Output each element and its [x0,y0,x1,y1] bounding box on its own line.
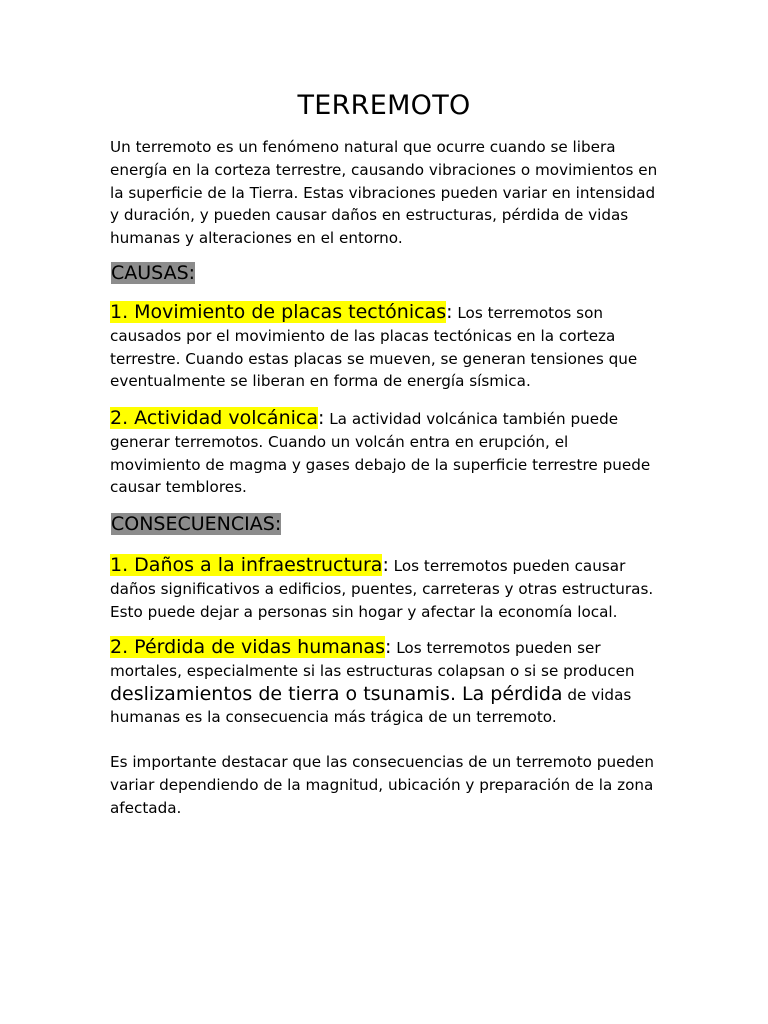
colon: : [384,636,392,658]
causa-item-2-text: La actividad volcánica también puede generar terremotos. Cuando un volcán entra en erupción, el movimiento de magma y gases debajo de la superficie terrestre puede causar temblores. [110,410,651,497]
causa-item-2-heading: 2. Actividad volcánica [110,407,318,429]
intro-paragraph: Un terremoto es un fenómeno natural que ocurre cuando se libera energía en la corteza terrestre, causando vibraciones o movimientos en la superficie de la Tierra. Estas vibraciones pueden variar en intensidad y duración, y pueden causar daños en estructuras, pérdida de vidas humanas y alteraciones en el entorno. [110,138,658,248]
consecuencia-item-2-text-a: Los terremotos pueden ser mortales, especialmente si las estructuras colapsan o si se producen [110,639,635,680]
colon: : [317,407,325,429]
consecuencias-heading-label: CONSECUENCIAS: [111,513,282,535]
consecuencia-item-1 [110,554,660,623]
conclusion-paragraph: Es importante destacar que las consecuencias de un terremoto pueden variar dependiendo de la magnitud, ubicación y preparación de la zona afectada. [110,753,655,817]
consecuencia-item-1-text: Los terremotos pueden causar daños significativos a edificios, puentes, carreteras y otras estructuras. Esto puede dejar a personas sin hogar y afectar la economía local. [110,557,654,621]
causa-item-1 [110,301,660,393]
causa-item-2 [110,407,660,499]
consecuencia-item-2-text-b: de vidas humanas es la consecuencia más trágica de un terremoto. [110,685,632,727]
causa-item-1-heading: 1. Movimiento de placas tectónicas [110,301,447,323]
document-title: TERREMOTO [297,90,471,121]
causas-heading [110,261,196,286]
causas-heading-label: CAUSAS: [111,262,196,284]
consecuencia-item-2-heading: 2. Pérdida de vidas humanas [110,636,385,658]
colon: : [446,301,453,323]
consecuencia-item-2-text-big: deslizamientos de tierra o tsunamis. La pérdida [110,682,563,705]
causa-item-1-text: Los terremotos son causados por el movimiento de las placas tectónicas en la corteza terrestre. Cuando estas placas se mueven, se generan tensiones que eventualmente se liberan en forma de energía sísmica. [110,304,638,391]
consecuencias-heading [110,512,282,537]
consecuencia-item-2 [110,636,660,729]
consecuencia-item-1-heading: 1. Daños a la infraestructura [110,554,383,576]
colon: : [382,554,389,576]
